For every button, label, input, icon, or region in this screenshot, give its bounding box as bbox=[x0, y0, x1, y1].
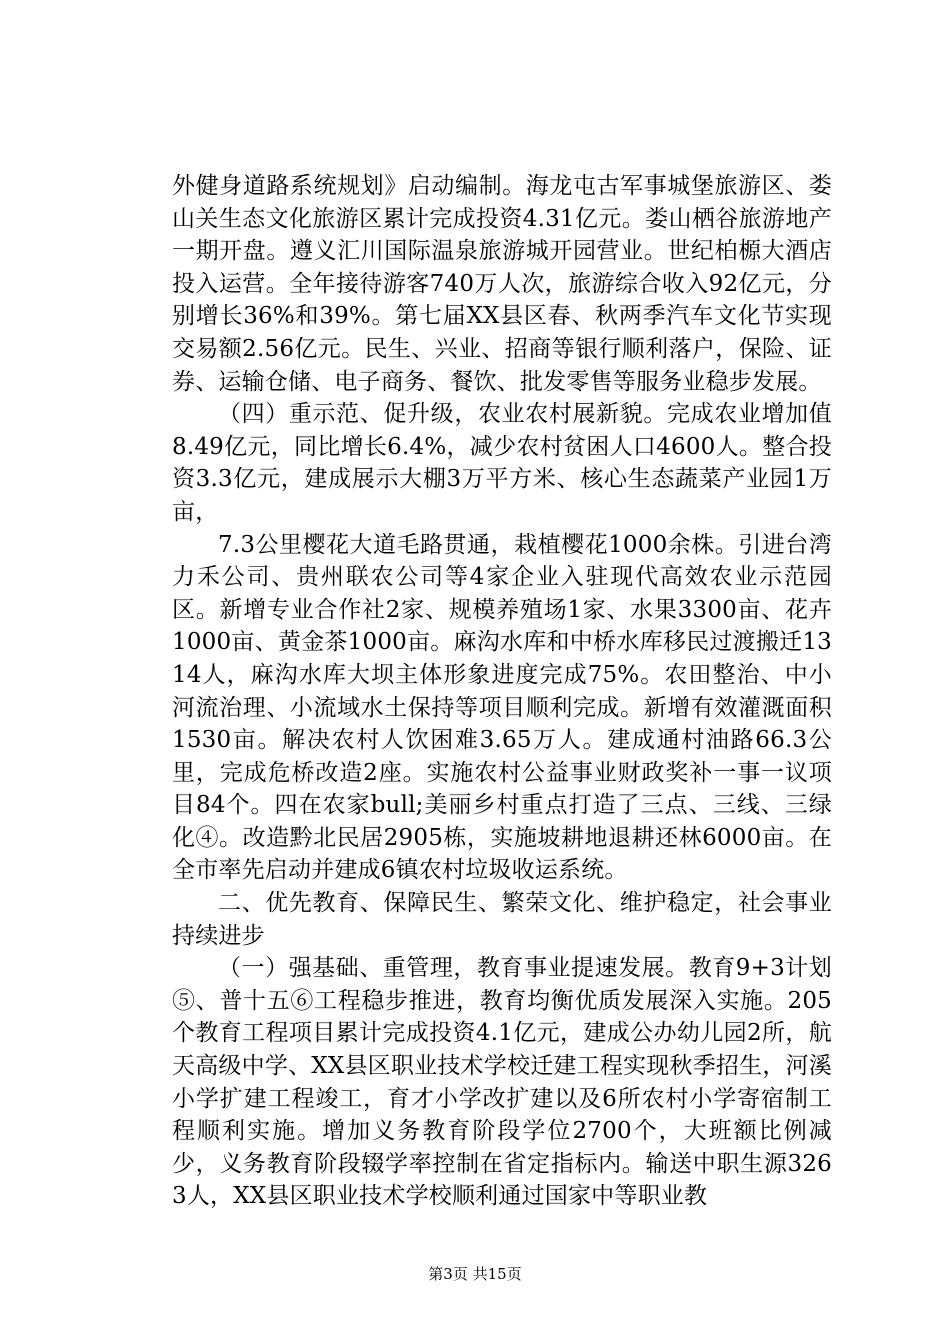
body-text bbox=[172, 170, 832, 1213]
paragraph-education: （一）强基础、重管理，教育事业提速发展。教育9+3计划⑤、普十五⑥工程稳步推进，教育均衡优质发展深入实施。205个教育工程项目累计完成投资4.1亿元，建成公办幼儿园2所，航天高级中学、XX县区职业技术学校迁建工程实现秋季招生，河溪小学扩建工程竣工，育才小学改扩建以及6所农村小学寄宿制工程顺利实施。增加义务教育阶段学位2700个，大班额比例减少，义务教育阶段辍学率控制在省定指标内。输送中职生源3263人，XX县区职业技术学校顺利通过国家中等职业教 bbox=[172, 955, 832, 1210]
section-heading-social-affairs: 二、优先教育、保障民生、繁荣文化、维护稳定，社会事业持续进步 bbox=[172, 890, 832, 949]
paragraph-agriculture-details: 7.3公里樱花大道毛路贯通，栽植樱花1000余株。引进台湾力禾公司、贵州联农公司等4家企业入驻现代高效农业示范园区。新增专业合作社2家、规模养殖场1家、水果3300亩、花卉1000亩、黄金茶1000亩。麻沟水库和中桥水库移民过渡搬迁1314人，麻沟水库大坝主体形象进度完成75%。农田整治、中小河流治理、小流域水土保持等项目顺利完成。新增有效灌溉面积1530亩。解决农村人饮困难3.65万人。建成通村油路66.3公里，完成危桥改造2座。实施农村公益事业财政奖补一事一议项目84个。四在农家bull;美丽乡村重点打造了三点、三线、三绿化④。改造黔北民居2905栋，实施坡耕地退耕还林6000亩。在全市率先启动并建成6镇农村垃圾收运系统。 bbox=[172, 531, 832, 884]
page-number-footer: 第3页 共15页 bbox=[428, 1265, 522, 1283]
paragraph-tourism-services: 外健身道路系统规划》启动编制。海龙屯古军事城堡旅游区、娄山关生态文化旅游区累计完成投资4.31亿元。娄山栖谷旅游地产一期开盘。遵义汇川国际温泉旅游城开园营业。世纪柏榞大酒店投入运营。全年接待游客740万人次，旅游综合收入92亿元，分别增长36%和39%。第七届XX县区春、秋两季汽车文化节实现交易额2.56亿元。民生、兴业、招商等银行顺利落户，保险、证券、运输仓储、电子商务、餐饮、批发零售等服务业稳步发展。 bbox=[172, 173, 832, 395]
paragraph-agriculture-heading: （四）重示范、促升级，农业农村展新貌。完成农业增加值8.49亿元，同比增长6.4%，减少农村贫困人口4600人。整合投资3.3亿元，建成展示大棚3万平方米、核心生态蔬菜产业园1万亩， bbox=[172, 401, 832, 525]
